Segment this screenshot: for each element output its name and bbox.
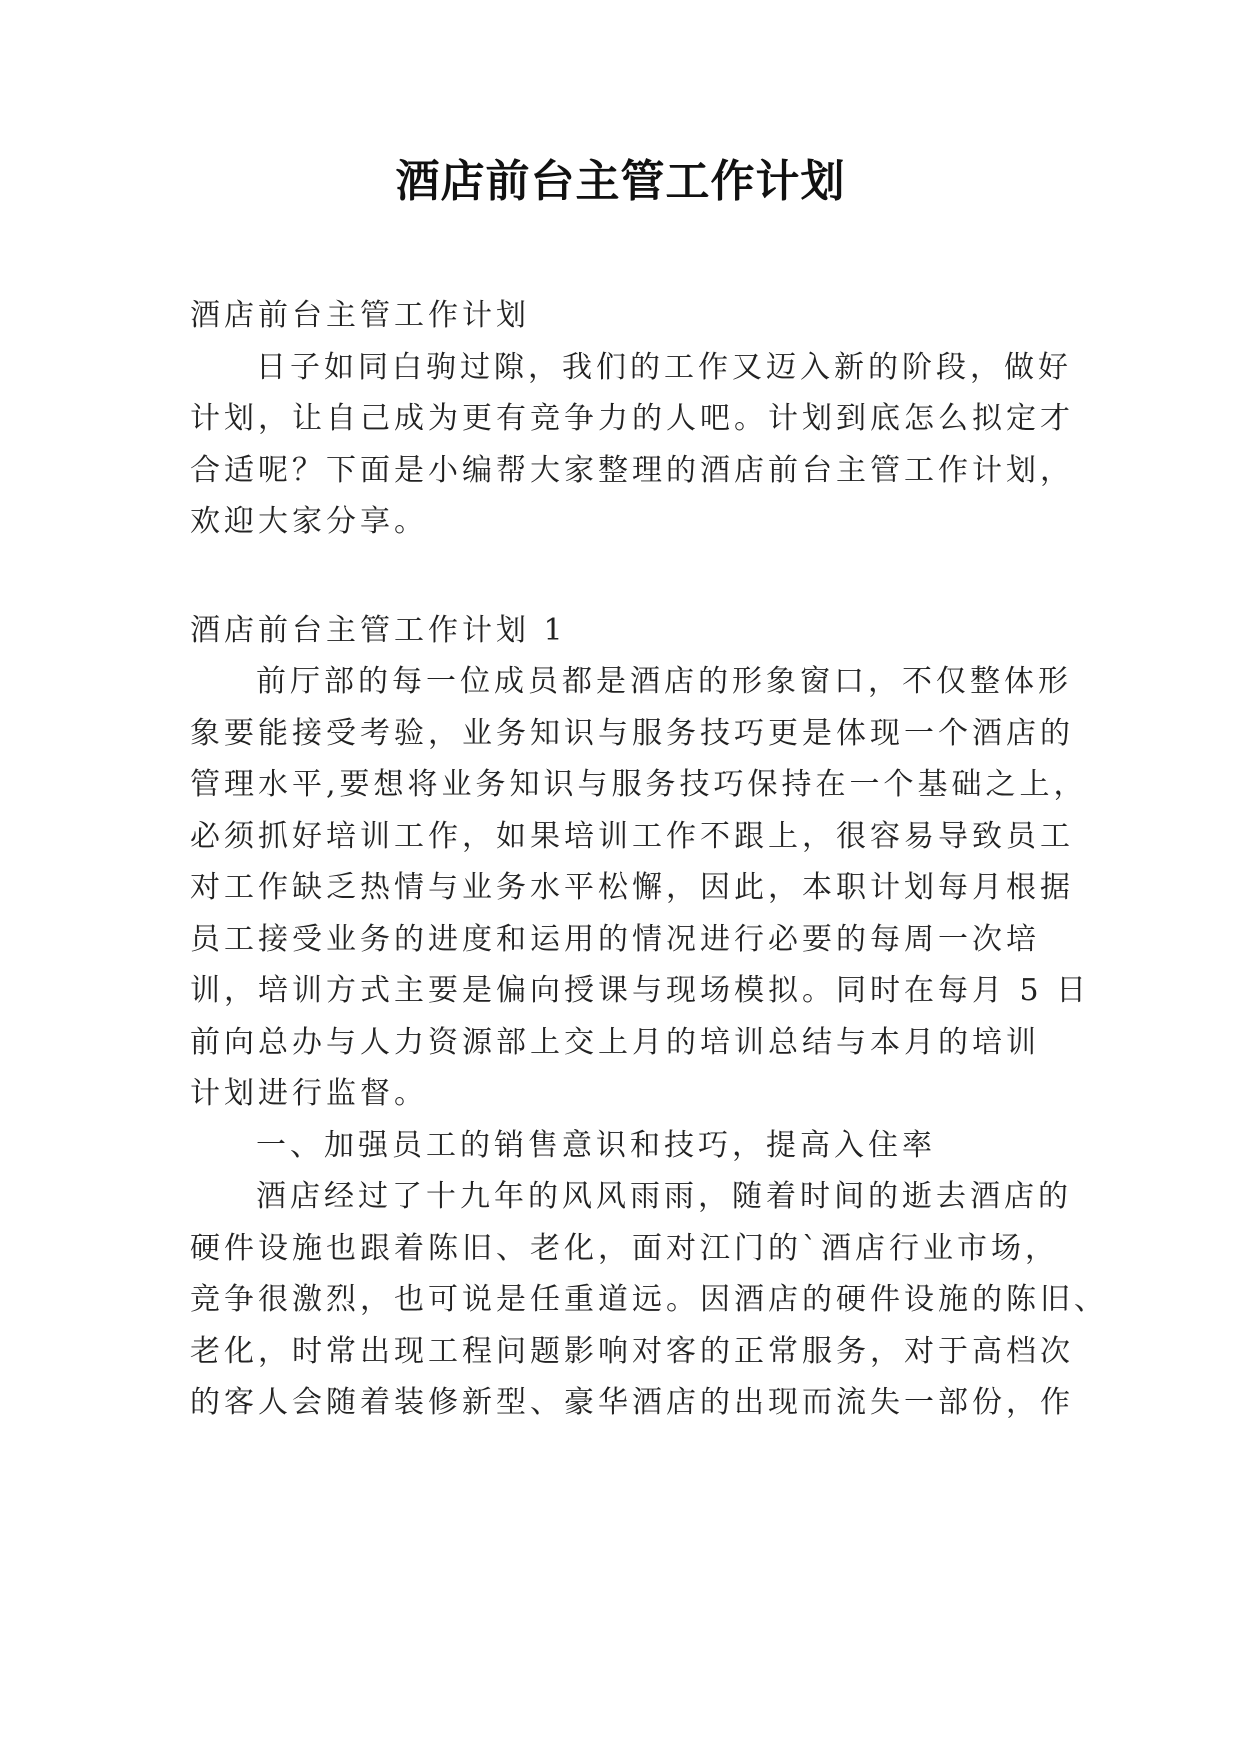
intro-line: 欢迎大家分享。	[190, 504, 428, 539]
document-subtitle: 酒店前台主管工作计划	[190, 298, 530, 333]
section1-line: 对工作缺乏热情与业务水平松懈，因此，本职计划每月根据	[190, 870, 1074, 905]
paragraph-gap	[190, 548, 1062, 605]
point1-line: 的客人会随着装修新型、豪华酒店的出现而流失一部份，作	[190, 1385, 1074, 1420]
intro-line: 日子如同白驹过隙，我们的工作又迈入新的阶段，做好	[256, 349, 1072, 385]
point-heading: 一、加强员工的销售意识和技巧，提高入住率	[256, 1127, 936, 1163]
section1-line: 管理水平,要想将业务知识与服务技巧保持在一个基础之上，	[190, 767, 1088, 802]
point1-line: 老化，时常出现工程问题影响对客的正常服务，对于高档次	[190, 1333, 1074, 1369]
point1-line: 硬件设施也跟着陈旧、老化，面对江门的`酒店行业市场，	[190, 1230, 1059, 1266]
section1-line: 象要能接受考验，业务知识与服务技巧更是体现一个酒店的	[190, 715, 1074, 751]
section1-line: 计划进行监督。	[190, 1076, 428, 1111]
point1-line: 竞争很激烈，也可说是任重道远。因酒店的硬件设施的陈旧、	[190, 1282, 1108, 1317]
section1-line: 员工接受业务的进度和运用的情况进行必要的每周一次培	[190, 921, 1040, 957]
intro-line: 合适呢？下面是小编帮大家整理的酒店前台主管工作计划，	[190, 452, 1074, 488]
document-body	[190, 290, 1108, 1429]
document-title: 酒店前台主管工作计划	[395, 156, 846, 207]
section1-line: 前向总办与人力资源部上交上月的培训总结与本月的培训	[190, 1024, 1040, 1060]
section1-line: 必须抓好培训工作，如果培训工作不跟上，很容易导致员工	[190, 818, 1074, 854]
section1-line: 前厅部的每一位成员都是酒店的形象窗口，不仅整体形	[256, 664, 1072, 699]
section1-line: 训，培训方式主要是偏向授课与现场模拟。同时在每月 5 日	[190, 973, 1091, 1008]
intro-line: 计划，让自己成为更有竞争力的人吧。计划到底怎么拟定才	[190, 401, 1074, 436]
point1-line: 酒店经过了十九年的风风雨雨，随着时间的逝去酒店的	[256, 1179, 1072, 1214]
section-heading: 酒店前台主管工作计划 1	[190, 612, 567, 648]
